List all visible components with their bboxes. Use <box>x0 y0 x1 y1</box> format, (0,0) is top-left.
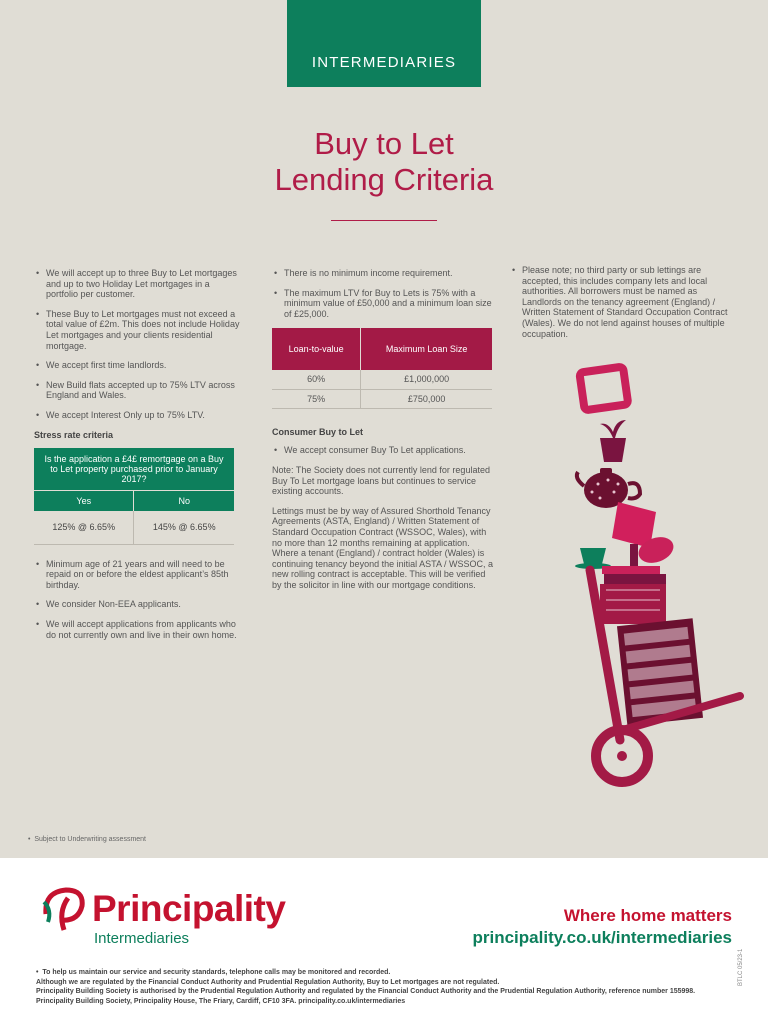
list-item: • We accept first time landlords. <box>34 360 240 371</box>
criteria-list-2 <box>34 559 240 641</box>
legal-line-1: • To help us maintain our service and security standards, telephone calls may be monitored and recorded. <box>36 969 391 976</box>
underwriting-footnote <box>28 836 146 843</box>
stress-rate-table <box>34 448 234 545</box>
list-item: • Minimum age of 21 years and will need to be repaid on or before the eldest applicant’s 85th birthday. <box>34 559 240 591</box>
criteria-list-4 <box>510 265 738 339</box>
lettings-paragraph: Lettings must be by way of Assured Shorthold Tenancy Agreements (ASTA, England) / Written Statement of Standard Occupation Contract (WSSOC, Wales), with no more than 12 months remaining at application. Where a tenant (England) / contract holder (Wales) is continuing tenancy beyond the initial ASTA / WSSOC, a new rolling contract is acceptable. This will be verified by the solicitor in line with our mortgage conditions. <box>272 505 493 590</box>
brand-name: Principality <box>92 888 286 929</box>
principality-logo-icon <box>38 884 88 934</box>
criteria-column-1 <box>34 268 240 649</box>
regulation-note: Note: The Society does not currently lend for regulated Buy To Let mortgage loans but continues to service existing accounts. <box>272 465 490 497</box>
picture-frame-icon <box>579 367 628 411</box>
intermediaries-banner <box>287 0 481 87</box>
legal-text <box>36 968 726 1006</box>
brand-subtitle: Intermediaries <box>94 930 190 947</box>
list-item: • These Buy to Let mortgages must not exceed a total value of £2m. This does not include Holiday Let mortgages and your clients residential mortgage. <box>34 309 240 351</box>
website-link[interactable]: principality.co.uk/intermediaries <box>472 928 732 947</box>
list-item: • We accept Interest Only up to 75% LTV. <box>34 410 240 421</box>
criteria-column-2 <box>272 268 494 600</box>
stress-yes-value: 125% @ 6.65% <box>34 511 134 544</box>
title-line-2: Lending Criteria <box>274 162 494 197</box>
document-code: BTLC 05/23-1 <box>738 948 744 986</box>
books-stack-icon <box>600 566 666 624</box>
consumer-btl-heading: Consumer Buy to Let <box>272 426 364 437</box>
list-item: • We will accept up to three Buy to Let mortgages and up to two Holiday Let mortgages in a portfolio per customer. <box>34 268 240 300</box>
table-row <box>272 370 492 389</box>
teacup-icon <box>575 548 611 569</box>
legal-line-3: Principality Building Society is authorised by the Prudential Regulation Authority and regulated by the Financial Conduct Authority and the Prudential Regulation Authority, reference number 155998. Principality Building Society, Principality House, The Friary, Cardiff, CF10 3FA. principality.co.uk/intermediaries <box>36 988 696 1005</box>
list-item: • We will accept applications from applicants who do not currently own and live in their own home. <box>34 619 240 640</box>
list-item: • The maximum LTV for Buy to Lets is 75% with a minimum value of £50,000 and a minimum loan size of £25,000. <box>272 288 494 320</box>
title-line-1: Buy to Let <box>314 126 454 161</box>
list-item: • We consider Non-EEA applicants. <box>34 599 240 610</box>
hand-truck-illustration <box>570 360 750 800</box>
ltv-header-ltv: Loan-to-value <box>272 328 361 370</box>
footer <box>0 858 768 1024</box>
consumer-list <box>272 445 494 456</box>
stress-rate-heading: Stress rate criteria <box>34 429 114 440</box>
footnote-bullet: • <box>28 836 35 843</box>
stress-question: Is the application a £4£ remortgage on a Buy to Let property purchased prior to January 2017? <box>34 448 234 490</box>
teapot-icon <box>577 468 640 508</box>
tagline: Where home matters <box>563 906 732 925</box>
ltv-header-max-loan: Maximum Loan Size <box>361 328 492 370</box>
stress-no-value: 145% @ 6.65% <box>152 522 216 533</box>
ltv-cell: 75% <box>272 389 361 408</box>
stress-no-header: No <box>134 490 234 511</box>
list-item: • We accept consumer Buy To Let applications. <box>272 445 494 456</box>
list-item: • There is no minimum income requirement. <box>272 268 494 279</box>
max-loan-cell: £750,000 <box>361 389 492 408</box>
criteria-list-1 <box>34 268 240 421</box>
footnote-text: Subject to Underwriting assessment <box>34 836 147 843</box>
stress-yes-header: Yes <box>34 490 134 511</box>
criteria-column-3 <box>510 265 738 348</box>
legal-line-2: Although we are regulated by the Financial Conduct Authority and Prudential Regulation Authority, Buy to Let mortgages are not regulated. <box>36 978 500 986</box>
page-title <box>0 126 768 198</box>
list-item: • New Build flats accepted up to 75% LTV across England and Wales. <box>34 380 240 401</box>
title-divider <box>331 220 437 221</box>
max-loan-cell: £1,000,000 <box>361 370 492 389</box>
ltv-cell: 60% <box>272 370 361 389</box>
criteria-list-3 <box>272 268 494 319</box>
list-item: • Please note; no third party or sub lettings are accepted, this includes company lets and local authorities. All borrowers must be named as Landlords on the tenancy agreement (England) / Written Statement of Standard Occupation Contract (Wales). We do not lend against houses of multiple occupation. <box>510 265 738 339</box>
plant-pot-icon <box>600 420 626 462</box>
ltv-table <box>272 328 492 409</box>
table-row <box>272 389 492 408</box>
legal-line-1-text: To help us maintain our service and security standards, telephone calls may be monitored and recorded. <box>42 969 391 976</box>
banner-label: INTERMEDIARIES <box>311 54 457 71</box>
